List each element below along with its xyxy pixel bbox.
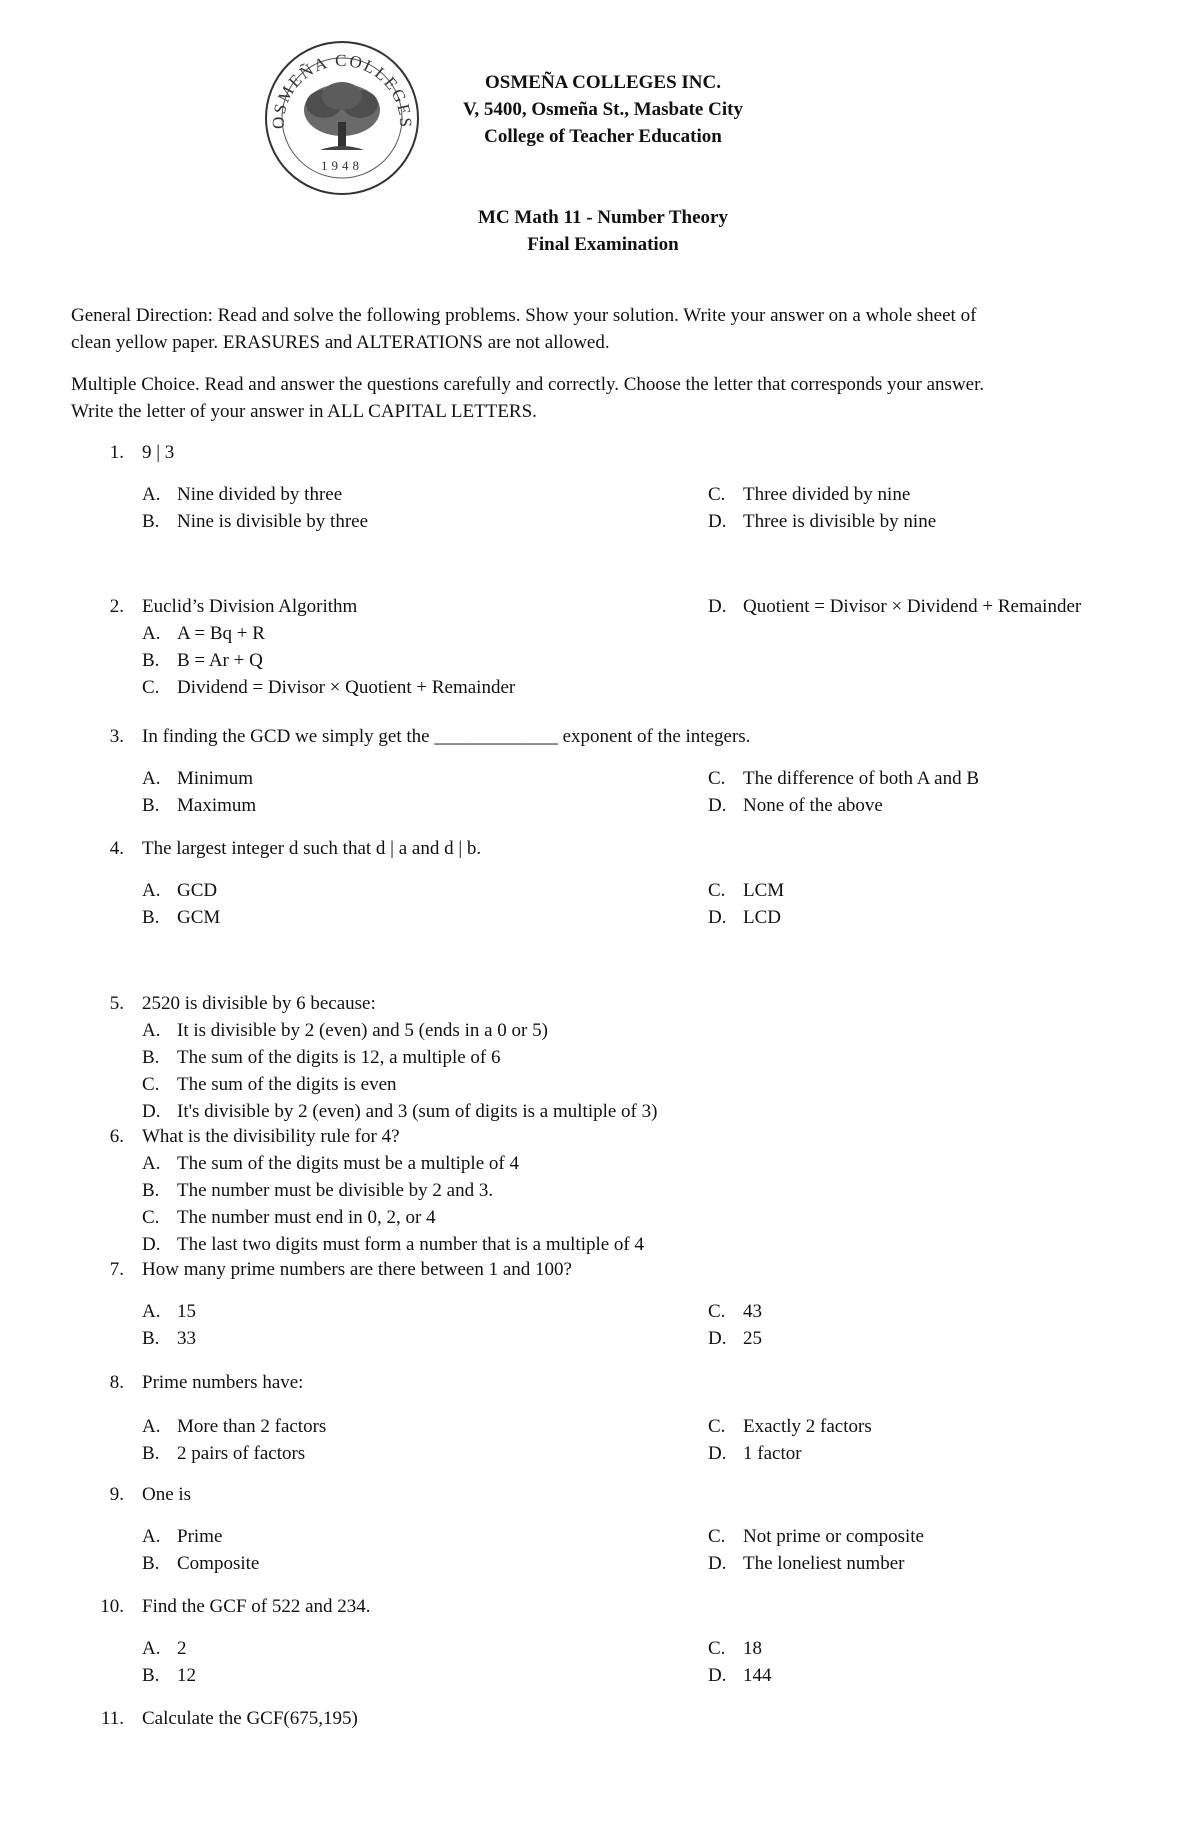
choice-letter: C. (142, 677, 160, 698)
question-number: 3. (109, 726, 124, 747)
choice-letter: B. (142, 1328, 160, 1349)
choice-text: LCM (743, 880, 785, 901)
choice-text: 1 factor (743, 1443, 802, 1464)
choice-letter: C. (708, 768, 726, 789)
choice-letter: C. (708, 1416, 726, 1437)
choice-letter: C. (708, 1638, 726, 1659)
choice-letter: D. (708, 1328, 727, 1349)
choice-letter: B. (142, 650, 160, 671)
choice-text: Three divided by nine (743, 484, 911, 505)
question-text: One is (142, 1484, 192, 1505)
choice-text: B = Ar + Q (177, 650, 263, 671)
choice-text: The number must be divisible by 2 and 3. (177, 1180, 494, 1201)
choice-text: Dividend = Divisor × Quotient + Remainder (177, 677, 516, 698)
choice-text: None of the above (743, 795, 883, 816)
choice-text: Nine is divisible by three (177, 511, 369, 532)
choice-text: It is divisible by 2 (even) and 5 (ends in a 0 or 5) (177, 1020, 548, 1041)
choice-letter: A. (142, 1416, 161, 1437)
choice-text: 18 (743, 1638, 762, 1659)
choice-letter: A. (142, 880, 161, 901)
choice-letter: B. (142, 511, 160, 532)
choice-letter: A. (142, 1526, 161, 1547)
choice-text: The number must end in 0, 2, or 4 (177, 1207, 436, 1228)
exam-title: Final Examination (527, 234, 679, 255)
choice-letter: C. (142, 1207, 160, 1228)
seal-year: 1948 (321, 158, 363, 173)
choice-text: The sum of the digits is even (177, 1074, 397, 1095)
seal-text: OSMEÑA COLLEGES (268, 50, 416, 130)
choice-text: The difference of both A and B (743, 768, 980, 789)
question-number: 10. (100, 1596, 124, 1617)
choice-text: The sum of the digits must be a multiple of 4 (177, 1153, 519, 1174)
question-text: Calculate the GCF(675,195) (142, 1708, 358, 1729)
choice-text: A = Bq + R (177, 623, 265, 644)
choice-letter: A. (142, 623, 161, 644)
question-text: In finding the GCD we simply get the _____________ exponent of the integers. (142, 726, 751, 747)
choice-text: Quotient = Divisor × Dividend + Remainder (743, 596, 1082, 617)
question-number: 11. (100, 1708, 124, 1729)
school-name: OSMEÑA COLLEGES INC. (485, 72, 721, 93)
course-title: MC Math 11 - Number Theory (478, 207, 728, 228)
choice-text: GCD (177, 880, 218, 901)
college-seal-logo (262, 38, 422, 196)
choice-text: 2 pairs of factors (177, 1443, 306, 1464)
choice-letter: D. (708, 907, 727, 928)
choice-text: 12 (177, 1665, 196, 1686)
choice-letter: A. (142, 1020, 161, 1041)
choice-text: Nine divided by three (177, 484, 343, 505)
question-number: 2. (109, 596, 124, 617)
question-number: 7. (109, 1259, 124, 1280)
choice-text: Not prime or composite (743, 1526, 924, 1547)
choice-letter: D. (708, 1553, 727, 1574)
question-text: Prime numbers have: (142, 1372, 304, 1393)
choice-letter: A. (142, 1301, 161, 1322)
choice-text: 15 (177, 1301, 196, 1322)
choice-letter: B. (142, 795, 160, 816)
choice-letter: D. (142, 1234, 161, 1255)
choice-text: The last two digits must form a number that is a multiple of 4 (177, 1234, 645, 1255)
question-text: 9 | 3 (142, 442, 175, 463)
choice-letter: C. (708, 484, 726, 505)
choice-letter: A. (142, 1638, 161, 1659)
choice-text: GCM (177, 907, 221, 928)
choice-text: 144 (743, 1665, 772, 1686)
choice-letter: B. (142, 1553, 160, 1574)
choice-letter: D. (142, 1101, 161, 1122)
choice-letter: A. (142, 484, 161, 505)
choice-letter: D. (708, 596, 727, 617)
choice-letter: D. (708, 1443, 727, 1464)
question-text: 2520 is divisible by 6 because: (142, 993, 376, 1014)
choice-letter: C. (708, 880, 726, 901)
choice-letter: B. (142, 1047, 160, 1068)
multiple-choice-instructions: Multiple Choice. Read and answer the questions carefully and correctly. Choose the letter that corresponds your answer. Write the letter of your answer in ALL CAPITAL LETTERS. (71, 374, 985, 422)
question-text: How many prime numbers are there between 1 and 100? (142, 1259, 572, 1280)
choice-text: The sum of the digits is 12, a multiple of 6 (177, 1047, 501, 1068)
choice-text: 25 (743, 1328, 762, 1349)
question-text: The largest integer d such that d | a and d | b. (142, 838, 482, 859)
question-text: What is the divisibility rule for 4? (142, 1126, 400, 1147)
question-number: 5. (109, 993, 124, 1014)
choice-text: 2 (177, 1638, 187, 1659)
choice-letter: B. (142, 1180, 160, 1201)
question-number: 6. (109, 1126, 124, 1147)
choice-text: Composite (177, 1553, 260, 1574)
general-direction: General Direction: Read and solve the following problems. Show your solution. Write your answer on a whole sheet of clean yellow paper. ERASURES and ALTERATIONS are not allowed. (71, 305, 977, 353)
choice-text: Exactly 2 factors (743, 1416, 872, 1437)
choice-letter: D. (708, 511, 727, 532)
choice-letter: B. (142, 1443, 160, 1464)
question-number: 1. (109, 442, 124, 463)
question-text: Euclid’s Division Algorithm (142, 596, 358, 617)
choice-text: Maximum (177, 795, 257, 816)
choice-text: It's divisible by 2 (even) and 3 (sum of digits is a multiple of 3) (177, 1101, 658, 1122)
choice-letter: C. (708, 1526, 726, 1547)
question-number: 9. (109, 1484, 124, 1505)
choice-letter: B. (142, 907, 160, 928)
choice-text: 43 (743, 1301, 762, 1322)
choice-letter: D. (708, 795, 727, 816)
choice-letter: C. (142, 1074, 160, 1095)
choice-text: Prime (177, 1526, 223, 1547)
choice-text: Minimum (177, 768, 254, 789)
choice-text: The loneliest number (743, 1553, 905, 1574)
choice-letter: B. (142, 1665, 160, 1686)
question-text: Find the GCF of 522 and 234. (142, 1596, 371, 1617)
choice-text: LCD (743, 907, 781, 928)
choice-text: Three is divisible by nine (743, 511, 937, 532)
college-name: College of Teacher Education (484, 126, 722, 147)
question-number: 4. (109, 838, 124, 859)
school-address: V, 5400, Osmeña St., Masbate City (463, 99, 743, 120)
choice-letter: A. (142, 1153, 161, 1174)
choice-letter: A. (142, 768, 161, 789)
choice-text: 33 (177, 1328, 196, 1349)
choice-text: More than 2 factors (177, 1416, 327, 1437)
choice-letter: D. (708, 1665, 727, 1686)
question-number: 8. (109, 1372, 124, 1393)
choice-letter: C. (708, 1301, 726, 1322)
